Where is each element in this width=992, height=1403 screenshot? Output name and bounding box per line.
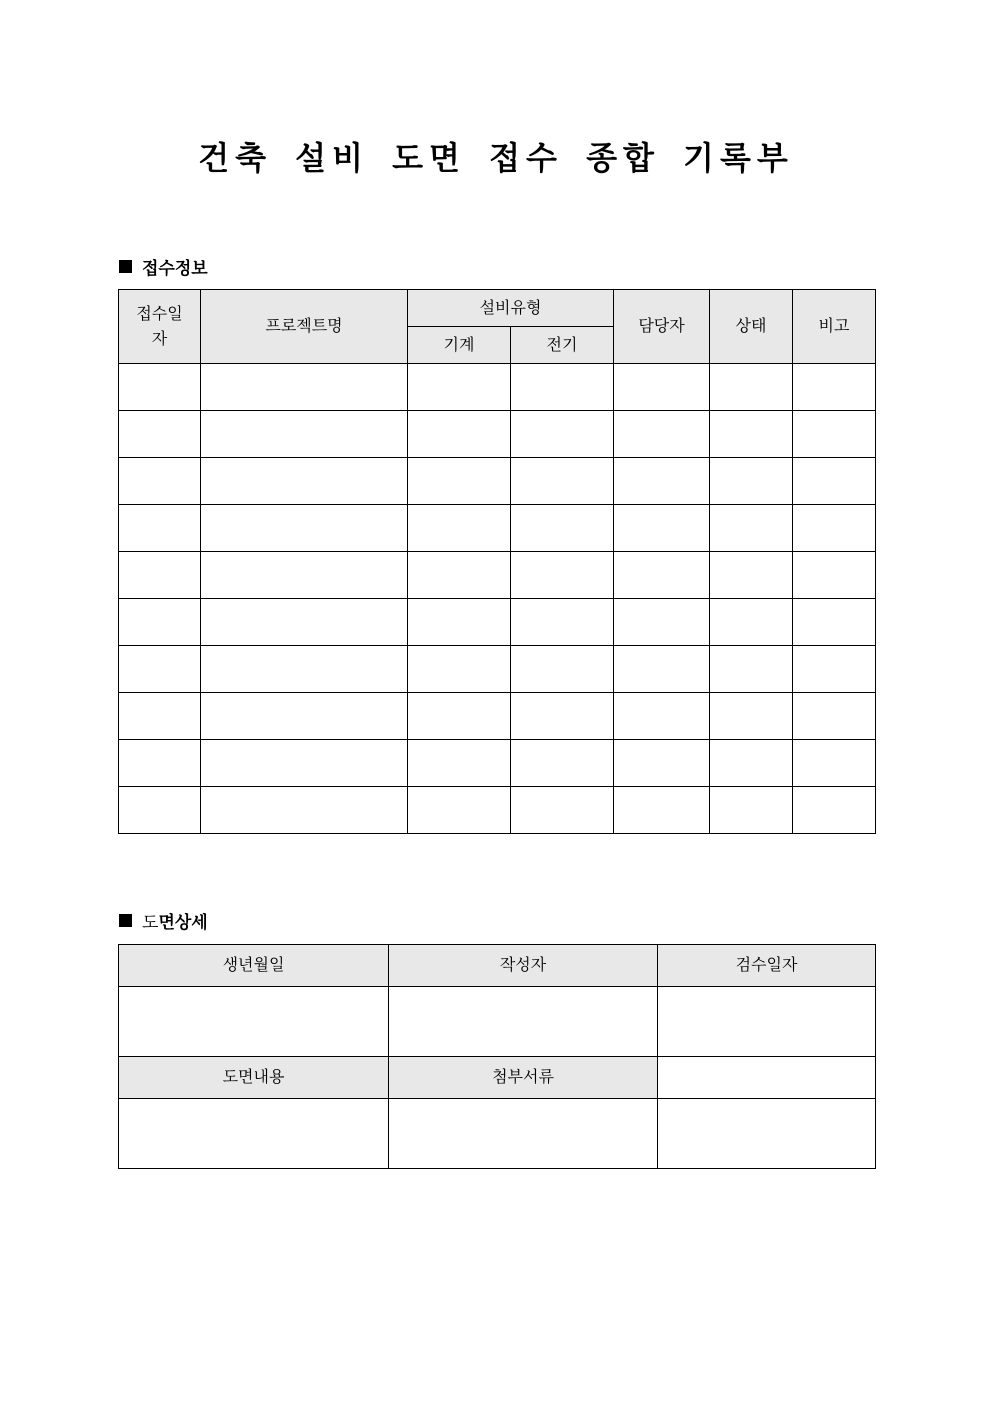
- section-heading-label: 접수정보: [142, 259, 208, 279]
- header-remarks: 비고: [793, 290, 876, 364]
- manager-cell[interactable]: [614, 364, 710, 411]
- receipt-date-cell[interactable]: [119, 458, 201, 505]
- header-status: 상태: [710, 290, 793, 364]
- remarks-cell[interactable]: [793, 787, 876, 834]
- electrical-cell[interactable]: [511, 599, 614, 646]
- receipt-date-cell[interactable]: [119, 646, 201, 693]
- electrical-cell[interactable]: [511, 693, 614, 740]
- project-name-cell[interactable]: [201, 787, 408, 834]
- table-row: [119, 693, 876, 740]
- header-electrical: 전기: [511, 327, 614, 364]
- author-cell[interactable]: [389, 987, 658, 1057]
- square-bullet-icon: [119, 260, 132, 273]
- remarks-cell[interactable]: [793, 411, 876, 458]
- table-row: [119, 646, 876, 693]
- table-row: [119, 552, 876, 599]
- review-date-cell[interactable]: [658, 987, 876, 1057]
- extra-cell[interactable]: [658, 1099, 876, 1169]
- section-heading-prefix: 도: [142, 913, 159, 933]
- electrical-cell[interactable]: [511, 364, 614, 411]
- mechanical-cell[interactable]: [408, 599, 511, 646]
- electrical-cell[interactable]: [511, 646, 614, 693]
- mechanical-cell[interactable]: [408, 646, 511, 693]
- remarks-cell[interactable]: [793, 364, 876, 411]
- header-manager: 담당자: [614, 290, 710, 364]
- mechanical-cell[interactable]: [408, 505, 511, 552]
- remarks-cell[interactable]: [793, 740, 876, 787]
- remarks-cell[interactable]: [793, 552, 876, 599]
- header-review-date: 검수일자: [658, 945, 876, 987]
- receipt-date-cell[interactable]: [119, 740, 201, 787]
- header-birthdate: 생년월일: [119, 945, 389, 987]
- project-name-cell[interactable]: [201, 646, 408, 693]
- electrical-cell[interactable]: [511, 411, 614, 458]
- receipt-date-cell[interactable]: [119, 364, 201, 411]
- project-name-cell[interactable]: [201, 364, 408, 411]
- remarks-cell[interactable]: [793, 646, 876, 693]
- header-drawing-content: 도면내용: [119, 1057, 389, 1099]
- receipt-table: [118, 289, 876, 834]
- manager-cell[interactable]: [614, 740, 710, 787]
- page-title: 건축 설비 도면 접수 종합 기록부: [198, 139, 794, 177]
- receipt-date-cell[interactable]: [119, 693, 201, 740]
- header-attachments: 첨부서류: [389, 1057, 658, 1099]
- status-cell[interactable]: [710, 599, 793, 646]
- section-heading-drawing-detail: [119, 908, 208, 933]
- electrical-cell[interactable]: [511, 505, 614, 552]
- status-cell[interactable]: [710, 646, 793, 693]
- header-author: 작성자: [389, 945, 658, 987]
- status-cell[interactable]: [710, 740, 793, 787]
- electrical-cell[interactable]: [511, 552, 614, 599]
- manager-cell[interactable]: [614, 693, 710, 740]
- birthdate-cell[interactable]: [119, 987, 389, 1057]
- table-row: [119, 599, 876, 646]
- remarks-cell[interactable]: [793, 599, 876, 646]
- mechanical-cell[interactable]: [408, 411, 511, 458]
- blank-cell[interactable]: [658, 1057, 876, 1099]
- remarks-cell[interactable]: [793, 693, 876, 740]
- table-row: [119, 364, 876, 411]
- manager-cell[interactable]: [614, 787, 710, 834]
- header-equipment-type: 설비유형: [408, 290, 614, 327]
- attachments-cell[interactable]: [389, 1099, 658, 1169]
- square-bullet-icon: [119, 914, 132, 927]
- table-row: [119, 787, 876, 834]
- table-row: [119, 411, 876, 458]
- electrical-cell[interactable]: [511, 787, 614, 834]
- project-name-cell[interactable]: [201, 505, 408, 552]
- remarks-cell[interactable]: [793, 505, 876, 552]
- status-cell[interactable]: [710, 693, 793, 740]
- receipt-date-cell[interactable]: [119, 599, 201, 646]
- manager-cell[interactable]: [614, 411, 710, 458]
- drawing-content-cell[interactable]: [119, 1099, 389, 1169]
- section-heading-receipt: [119, 254, 208, 279]
- table-row: [119, 740, 876, 787]
- receipt-date-cell[interactable]: [119, 505, 201, 552]
- project-name-cell[interactable]: [201, 411, 408, 458]
- mechanical-cell[interactable]: [408, 364, 511, 411]
- receipt-date-cell[interactable]: [119, 787, 201, 834]
- mechanical-cell[interactable]: [408, 458, 511, 505]
- drawing-detail-table: [118, 944, 876, 1169]
- status-cell[interactable]: [710, 458, 793, 505]
- status-cell[interactable]: [710, 787, 793, 834]
- table-row: [119, 458, 876, 505]
- manager-cell[interactable]: [614, 458, 710, 505]
- project-name-cell[interactable]: [201, 693, 408, 740]
- project-name-cell[interactable]: [201, 552, 408, 599]
- mechanical-cell[interactable]: [408, 787, 511, 834]
- header-mechanical: 기계: [408, 327, 511, 364]
- project-name-cell[interactable]: [201, 458, 408, 505]
- remarks-cell[interactable]: [793, 458, 876, 505]
- section-heading-label: 면상세: [158, 913, 208, 933]
- status-cell[interactable]: [710, 552, 793, 599]
- status-cell[interactable]: [710, 364, 793, 411]
- receipt-date-cell[interactable]: [119, 552, 201, 599]
- manager-cell[interactable]: [614, 505, 710, 552]
- status-cell[interactable]: [710, 411, 793, 458]
- receipt-date-cell[interactable]: [119, 411, 201, 458]
- header-receipt-date: 접수일자: [119, 290, 201, 364]
- manager-cell[interactable]: [614, 552, 710, 599]
- manager-cell[interactable]: [614, 599, 710, 646]
- status-cell[interactable]: [710, 505, 793, 552]
- table-row: [119, 505, 876, 552]
- mechanical-cell[interactable]: [408, 740, 511, 787]
- manager-cell[interactable]: [614, 646, 710, 693]
- mechanical-cell[interactable]: [408, 552, 511, 599]
- electrical-cell[interactable]: [511, 740, 614, 787]
- project-name-cell[interactable]: [201, 599, 408, 646]
- project-name-cell[interactable]: [201, 740, 408, 787]
- mechanical-cell[interactable]: [408, 693, 511, 740]
- header-project-name: 프로젝트명: [201, 290, 408, 364]
- electrical-cell[interactable]: [511, 458, 614, 505]
